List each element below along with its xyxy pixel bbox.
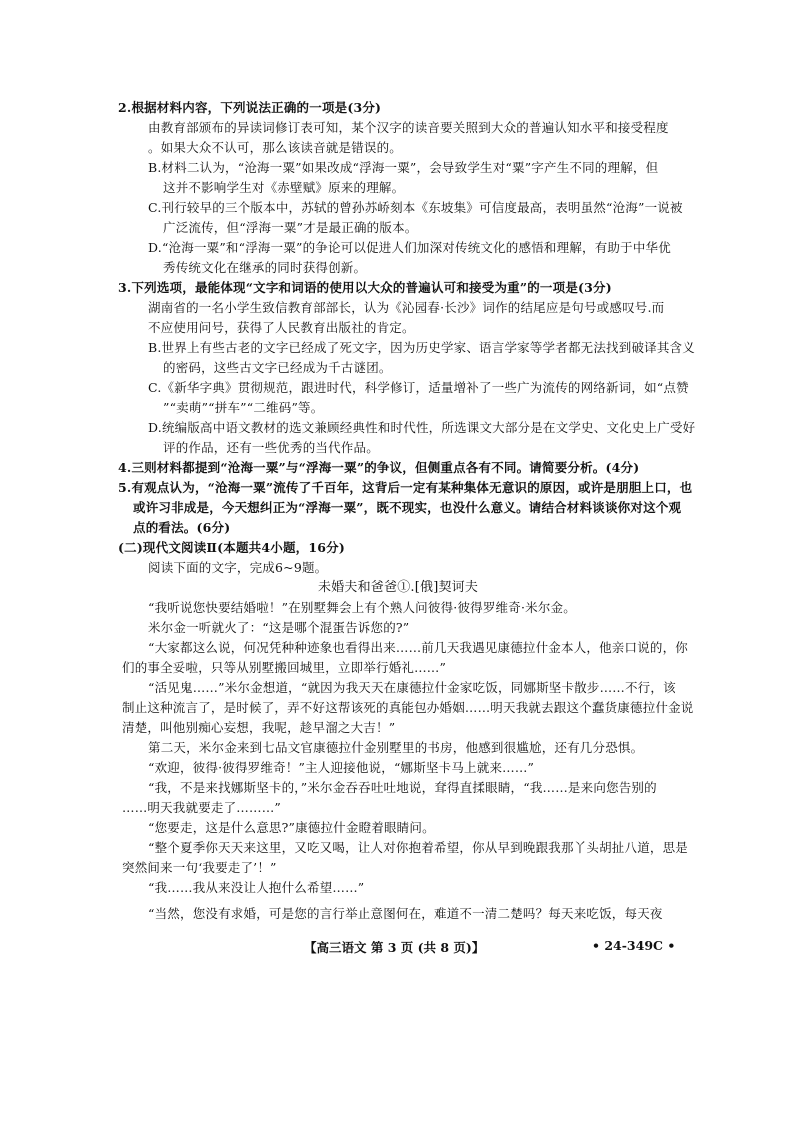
question-4: 4.三则材料都提到“沧海一粟”与“浮海一粟”的争议，但侧重点各有不同。请简要分析。(4分): [118, 460, 640, 475]
question-3-stem: 3.下列选项，最能体现“文字和词语的使用以大众的普遍认可和接受为重”的一项是(3分): [118, 280, 612, 295]
question-5-line-3: 点的看法。(6分): [133, 520, 231, 535]
question-2-option-a-line-1: 由教育部颁布的异读词修订表可知，某个汉字的读音要关照到大众的普遍认知水平和接受程度: [148, 120, 669, 135]
question-3-option-c-line-2: ”“卖萌”“拼车”“二维码”等。: [163, 400, 324, 415]
paragraph-3-line-2: 们的事全妥啦，只等从别墅搬回城里，立即举行婚礼……”: [122, 660, 447, 675]
paragraph-9-line-2: 突然间来一句‘我要走了’！”: [122, 860, 277, 875]
question-2-stem: 2.根据材料内容，下列说法正确的一项是(3分): [118, 100, 382, 115]
question-2-option-c-line-1: C.刊行较早的三个版本中，苏轼的曾孙苏峤刻本《东坡集》可信度最高，表明虽然“沧海”一说被: [148, 200, 683, 215]
paragraph-3-line-1: “大家都这么说，何况凭种种迹象也看得出来……前几天我遇见康德拉什金本人，他亲口说的，你: [148, 640, 688, 655]
section-heading: (二)现代文阅读Ⅱ(本题共4小题，16分): [118, 540, 345, 555]
question-3-option-d-line-2: 评的作品，还有一些优秀的当代作品。: [163, 440, 379, 455]
question-3-option-c-line-1: C.《新华字典》贯彻规范，跟进时代，科学修订，适量增补了一些广为流传的网络新词，如“点赞: [148, 380, 689, 395]
question-2-option-b-line-1: B.材料二认为，“沧海一粟”如果改成“浮海一粟”，会导致学生对“粟”字产生不同的理解，但: [148, 160, 659, 175]
page-footer-code: • 24-349C •: [592, 938, 676, 953]
question-2-option-c-line-2: 广泛流传，但“浮海一粟”才是最正确的版本。: [163, 220, 418, 235]
question-2-option-b-line-2: 这并不影响学生对《赤壁赋》原来的理解。: [163, 180, 405, 195]
question-5-line-2: 或许习非成是，今天想纠正为“浮海一粟”，既不现实，也没什么意义。请结合材料谈谈你对这个观: [133, 500, 682, 515]
paragraph-11-line-1: “当然，您没有求婚，可是您的言行举止意图何在，难道不一清二楚吗？每天来吃饭，每天夜: [148, 906, 663, 921]
question-3-option-d-line-1: D.统编版高中语文教材的选文兼顾经典性和时代性，所选课文大部分是在文学史、文化史上广受好: [148, 420, 696, 435]
paragraph-4-line-2: 制止这种流言了，是时候了，弄不好这帮该死的真能包办婚姻……明天我就去跟这个蠢货康德拉什金说: [122, 700, 694, 715]
paragraph-7-line-2: ……明天我就要走了………”: [122, 800, 281, 815]
question-5-line-1: 5.有观点认为，“沧海一粟”流传了千百年，这背后一定有某种集体无意识的原因，或许是朋胆上口，也: [118, 480, 693, 495]
question-3-option-a-line-2: 不应使用问号，获得了人民教育出版社的肯定。: [148, 320, 415, 335]
question-2-option-d-line-2: 秀传统文化在继承的同时获得创新。: [163, 260, 367, 275]
paragraph-5-line-1: 第二天，米尔金来到七品文官康德拉什金别墅里的书房，他感到很尴尬，还有几分恐惧。: [148, 740, 644, 755]
question-3-option-b-line-1: B.世界上有些古老的文字已经成了死文字，因为历史学家、语言学家等学者都无法找到破译其含义: [148, 340, 695, 355]
paragraph-7-line-1: “我，不是来找娜斯坚卡的，”米尔金吞吞吐吐地说，耷得直揉眼睛，“我……是来向您告别的: [148, 780, 657, 795]
page-footer-info: 【高三语文 第 3 页 (共 8 页)】: [304, 940, 485, 955]
story-title: 未婚夫和爸爸①.[俄]契诃夫: [318, 580, 479, 595]
paragraph-1-line-1: “我听说您快要结婚啦！”在别墅舞会上有个熟人问彼得·彼得罗维奇·米尔金。: [148, 600, 576, 615]
paragraph-4-line-1: “活见鬼……”米尔金想道，“就因为我天天在康德拉什金家吃饭，同娜斯坚卡散步……不行，该: [148, 680, 676, 695]
paragraph-2-line-1: 米尔金一听就火了：“这是哪个混蛋告诉您的?”: [148, 620, 410, 635]
question-3-option-b-line-2: 的密码，这些古文字已经成为千古谜团。: [163, 360, 392, 375]
paragraph-9-line-1: “整个夏季你天天来这里，又吃又喝，让人对你抱着希望，你从早到晚跟我那丫头胡扯八道，思是: [148, 840, 688, 855]
paragraph-10-line-1: “我……我从来没让人抱什么希望……”: [148, 880, 365, 895]
paragraph-4-line-3: 清楚，叫他别痴心妄想，我呢，趁早溜之大吉！”: [122, 720, 396, 735]
question-3-option-a-line-1: 湖南省的一名小学生致信教育部部长，认为《沁园春·长沙》词作的结尾应是句号或感叹号.而: [148, 300, 665, 315]
reading-instruction: 阅读下面的文字，完成6~9题。: [148, 560, 328, 575]
paragraph-6-line-1: “欢迎，彼得·彼得罗维奇！”主人迎接他说，“娜斯坚卡马上就来……”: [148, 760, 535, 775]
question-2-option-a-line-2: 。如果大众不认可，那么该读音就是错误的。: [148, 140, 403, 155]
question-2-option-d-line-1: D.“沧海一粟”和“浮海一粟”的争论可以促进人们加深对传统文化的感悟和理解，有助于中华优: [148, 240, 671, 255]
paragraph-8-line-1: “您要走，这是什么意思?”康德拉什金瞪着眼睛问。: [148, 820, 435, 835]
